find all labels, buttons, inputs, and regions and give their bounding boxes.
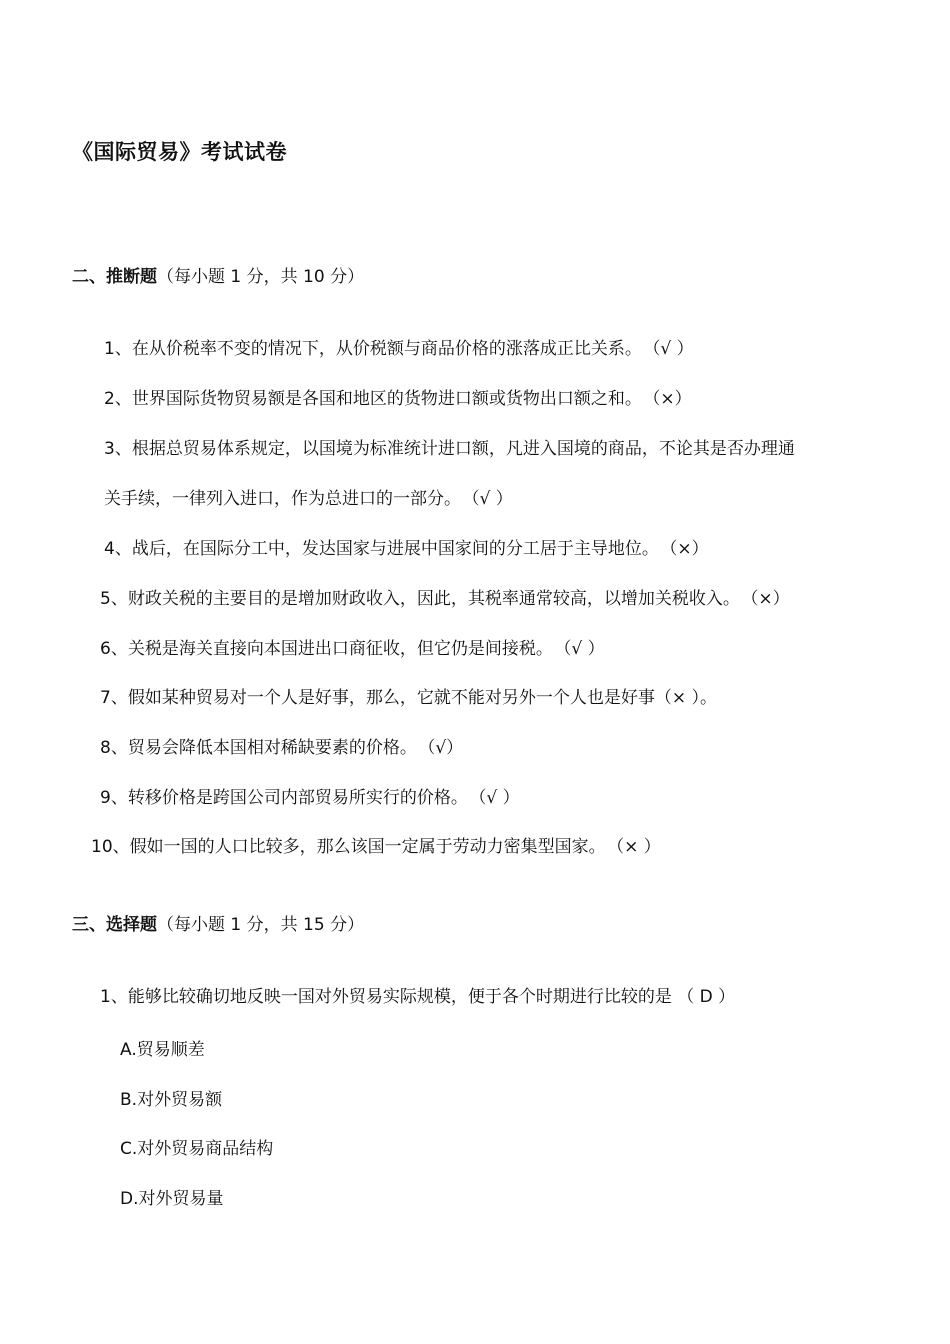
item-answer: （× ） [615, 837, 661, 857]
item-number: 6、 [100, 639, 128, 659]
item-answer: （√ ） [471, 489, 513, 509]
item-text: 根据总贸易体系规定，以国境为标准统计进口额，凡进入国境的商品，不论其是否办理通 [131, 439, 795, 459]
section-heading-choice [72, 910, 364, 935]
item-number: 1、 [104, 339, 132, 359]
item-answer: （√ ） [477, 788, 520, 808]
choice-option-a: A.贸易顺差 [120, 1040, 205, 1060]
item-answer: （×） [651, 389, 692, 409]
choice-option-c: C.对外贸易商品结构 [120, 1139, 274, 1159]
item-text: 关手续，一律列入进口，作为总进口的一部分。 [104, 489, 461, 509]
judgment-item-10 [91, 835, 661, 859]
choice-option-d: D.对外贸易量 [120, 1189, 224, 1209]
item-number: 2、 [104, 389, 132, 409]
item-text: 假如某种贸易对一个人是好事，那么，它就不能对另外一个人也是好事（× ）。 [127, 688, 717, 708]
item-answer: （√ ） [651, 339, 694, 359]
choice-option-b: B.对外贸易额 [120, 1090, 223, 1110]
choice-question-1 [100, 985, 735, 1009]
question-text: 能够比较确切地反映一国对外贸易实际规模，便于各个时期进行比较的是 （ D ） [127, 987, 736, 1007]
item-number: 9、 [100, 788, 128, 808]
item-text: 世界国际货物贸易额是各国和地区的货物进口额或货物出口额之和。 [131, 389, 642, 409]
section-heading-label: 二、推断题 [72, 267, 157, 287]
item-text: 转移价格是跨国公司内部贸易所实行的价格。 [127, 788, 468, 808]
item-number: 3、 [104, 439, 132, 459]
item-number: 10、 [91, 837, 130, 857]
judgment-item-8 [100, 736, 463, 760]
item-text: 关税是海关直接向本国进出口商征收，但它仍是间接税。 [127, 639, 553, 659]
item-number: 4、 [104, 539, 132, 559]
item-answer: （×） [668, 539, 709, 559]
judgment-item-7 [100, 686, 717, 710]
item-number: 7、 [100, 688, 128, 708]
section-heading-note: （每小题 1 分，共 10 分） [157, 267, 365, 287]
item-text: 在从价税率不变的情况下，从价税额与商品价格的涨落成正比关系。 [131, 339, 642, 359]
item-answer: （√ ） [562, 639, 605, 659]
judgment-item-5 [100, 587, 790, 611]
judgment-item-3-line-1 [104, 437, 795, 461]
item-answer: （√） [426, 738, 464, 758]
judgment-item-6 [100, 637, 605, 661]
question-number: 1、 [100, 987, 128, 1007]
page-title: 《国际贸易》考试试卷 [72, 140, 287, 164]
judgment-item-3-line-2 [104, 487, 513, 511]
section-heading-label: 三、选择题 [72, 915, 157, 935]
section-heading-judgment [72, 262, 364, 287]
judgment-item-1 [104, 337, 694, 361]
judgment-item-9 [100, 786, 520, 810]
item-number: 8、 [100, 738, 128, 758]
item-text: 战后，在国际分工中，发达国家与进展中国家间的分工居于主导地位。 [131, 539, 659, 559]
judgment-item-4 [104, 537, 709, 561]
item-answer: （×） [749, 589, 790, 609]
item-number: 5、 [100, 589, 128, 609]
section-heading-note: （每小题 1 分，共 15 分） [157, 915, 365, 935]
item-text: 贸易会降低本国相对稀缺要素的价格。 [127, 738, 417, 758]
item-text: 假如一国的人口比较多，那么该国一定属于劳动力密集型国家。 [129, 837, 606, 857]
item-text: 财政关税的主要目的是增加财政收入，因此，其税率通常较高，以增加关税收入。 [127, 589, 740, 609]
judgment-item-2 [104, 387, 692, 411]
